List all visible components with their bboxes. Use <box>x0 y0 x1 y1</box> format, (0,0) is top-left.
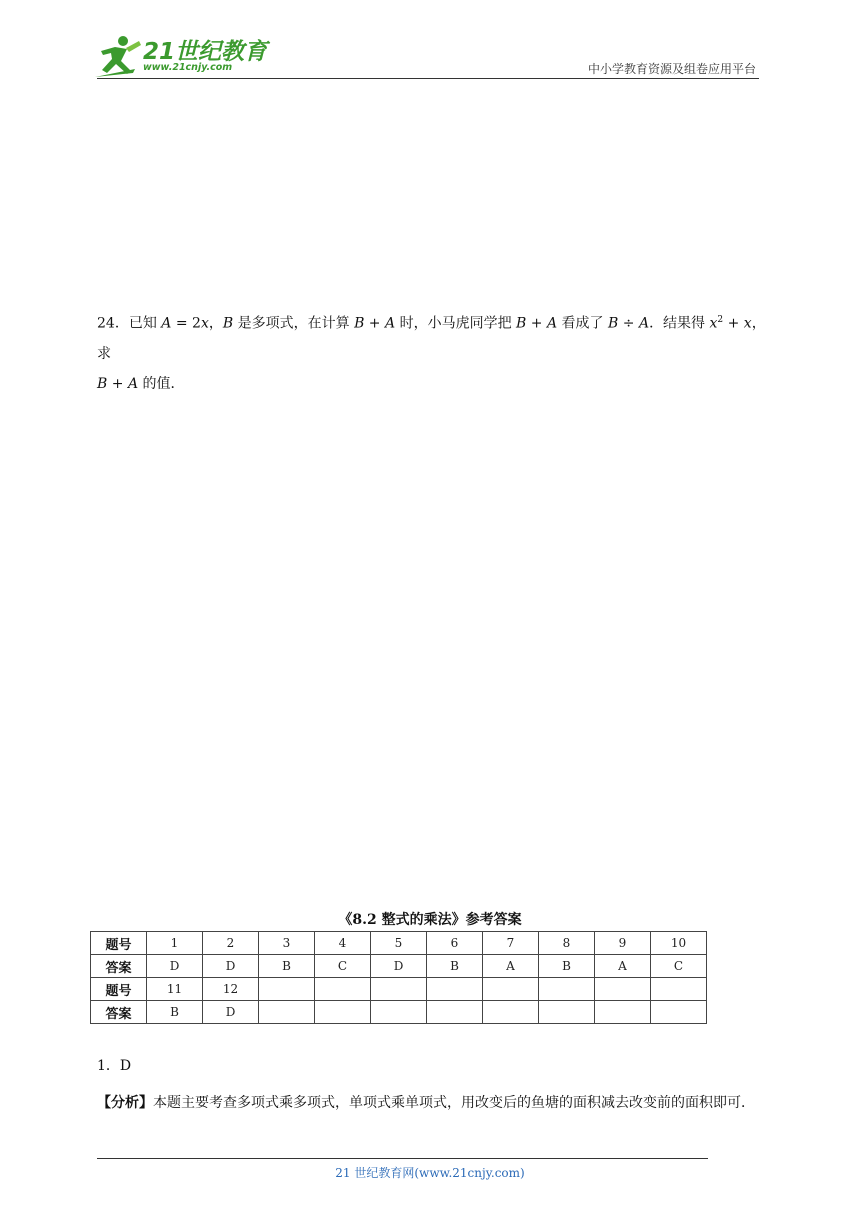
table-cell <box>315 1001 371 1024</box>
exponent: 2 <box>717 315 724 325</box>
table-cell: 10 <box>651 932 707 955</box>
math-var: B <box>354 315 365 332</box>
table-cell: 5 <box>371 932 427 955</box>
table-cell <box>315 978 371 1001</box>
question-text: + <box>364 315 385 332</box>
answer-key-title: 《8.2 整式的乘法》参考答案 <box>338 912 522 928</box>
row-label: 题号 <box>91 932 147 955</box>
math-var: A <box>161 315 172 332</box>
question-text: ，求 <box>97 315 766 362</box>
platform-name: 中小学教育资源及组卷应用平台 <box>587 62 756 76</box>
row-label: 答案 <box>91 955 147 978</box>
table-cell: 12 <box>203 978 259 1001</box>
question-number: 24． <box>97 315 129 332</box>
table-cell: 2 <box>203 932 259 955</box>
table-cell <box>427 1001 483 1024</box>
question-text: ．结果得 <box>649 315 710 332</box>
question-text: 时，小马虎同学把 <box>395 315 517 332</box>
table-row <box>91 1001 707 1024</box>
table-cell <box>651 1001 707 1024</box>
table-row <box>91 932 707 955</box>
math-var: B <box>516 315 527 332</box>
table-cell <box>595 978 651 1001</box>
table-cell: 9 <box>595 932 651 955</box>
question-24 <box>97 305 767 399</box>
logo-text: 21世纪教育 <box>143 39 268 65</box>
question-text: 是多项式，在计算 <box>233 315 355 332</box>
table-cell: B <box>427 955 483 978</box>
header-divider <box>97 78 759 79</box>
table-cell: D <box>147 955 203 978</box>
math-var: x <box>200 315 209 332</box>
table-row <box>91 978 707 1001</box>
table-cell <box>259 978 315 1001</box>
table-cell <box>539 1001 595 1024</box>
table-cell <box>651 978 707 1001</box>
table-cell <box>371 978 427 1001</box>
question-text: + <box>526 315 547 332</box>
answer-table-body <box>91 932 707 1024</box>
math-var: x <box>709 315 718 332</box>
table-cell: B <box>539 955 595 978</box>
math-var: A <box>638 315 650 332</box>
math-var: A <box>127 375 139 392</box>
table-cell: A <box>483 955 539 978</box>
table-cell: 4 <box>315 932 371 955</box>
question-text: ， <box>208 315 223 332</box>
math-var: B <box>222 315 234 332</box>
math-var: A <box>546 315 558 332</box>
table-cell: C <box>315 955 371 978</box>
question-text: 看成了 <box>557 315 608 332</box>
analysis-text: 本题主要考查多项式乘多项式，单项式乘单项式，用改变后的鱼塘的面积减去改变前的面积即可． <box>153 1095 755 1111</box>
math-var: A <box>385 315 396 332</box>
question-text: + <box>723 315 744 332</box>
table-cell <box>483 978 539 1001</box>
row-label: 题号 <box>91 978 147 1001</box>
answer-table <box>90 931 707 1024</box>
table-cell: 6 <box>427 932 483 955</box>
question-text: 已知 <box>128 315 162 332</box>
row-label: 答案 <box>91 1001 147 1024</box>
footer-link[interactable]: 21 世纪教育网(www.21cnjy.com) <box>335 1166 525 1180</box>
table-cell: D <box>203 955 259 978</box>
table-cell <box>371 1001 427 1024</box>
runner-logo-icon <box>95 33 143 79</box>
table-cell: 11 <box>147 978 203 1001</box>
table-cell: B <box>147 1001 203 1024</box>
table-cell: A <box>595 955 651 978</box>
math-var: B <box>608 315 619 332</box>
question-text: ÷ <box>618 315 639 332</box>
solution-1-heading: 1．D <box>97 1058 132 1074</box>
table-cell: 1 <box>147 932 203 955</box>
math-var: x <box>743 315 752 332</box>
site-logo <box>95 33 268 79</box>
table-cell: 3 <box>259 932 315 955</box>
footer-divider <box>97 1158 708 1159</box>
table-row <box>91 955 707 978</box>
table-cell: 8 <box>539 932 595 955</box>
question-text: + <box>107 375 128 392</box>
table-cell <box>595 1001 651 1024</box>
analysis-tag: 【分析】 <box>97 1095 153 1111</box>
table-cell <box>427 978 483 1001</box>
solution-1-analysis <box>97 1085 767 1121</box>
question-text: = 2 <box>171 315 201 332</box>
table-cell: 7 <box>483 932 539 955</box>
question-text: 的值． <box>138 375 185 392</box>
math-var: B <box>97 375 108 392</box>
table-cell <box>259 1001 315 1024</box>
table-cell: D <box>371 955 427 978</box>
table-cell: D <box>203 1001 259 1024</box>
table-cell: C <box>651 955 707 978</box>
table-cell: B <box>259 955 315 978</box>
table-cell <box>483 1001 539 1024</box>
table-cell <box>539 978 595 1001</box>
logo-url: www.21cnjy.com <box>143 62 233 73</box>
